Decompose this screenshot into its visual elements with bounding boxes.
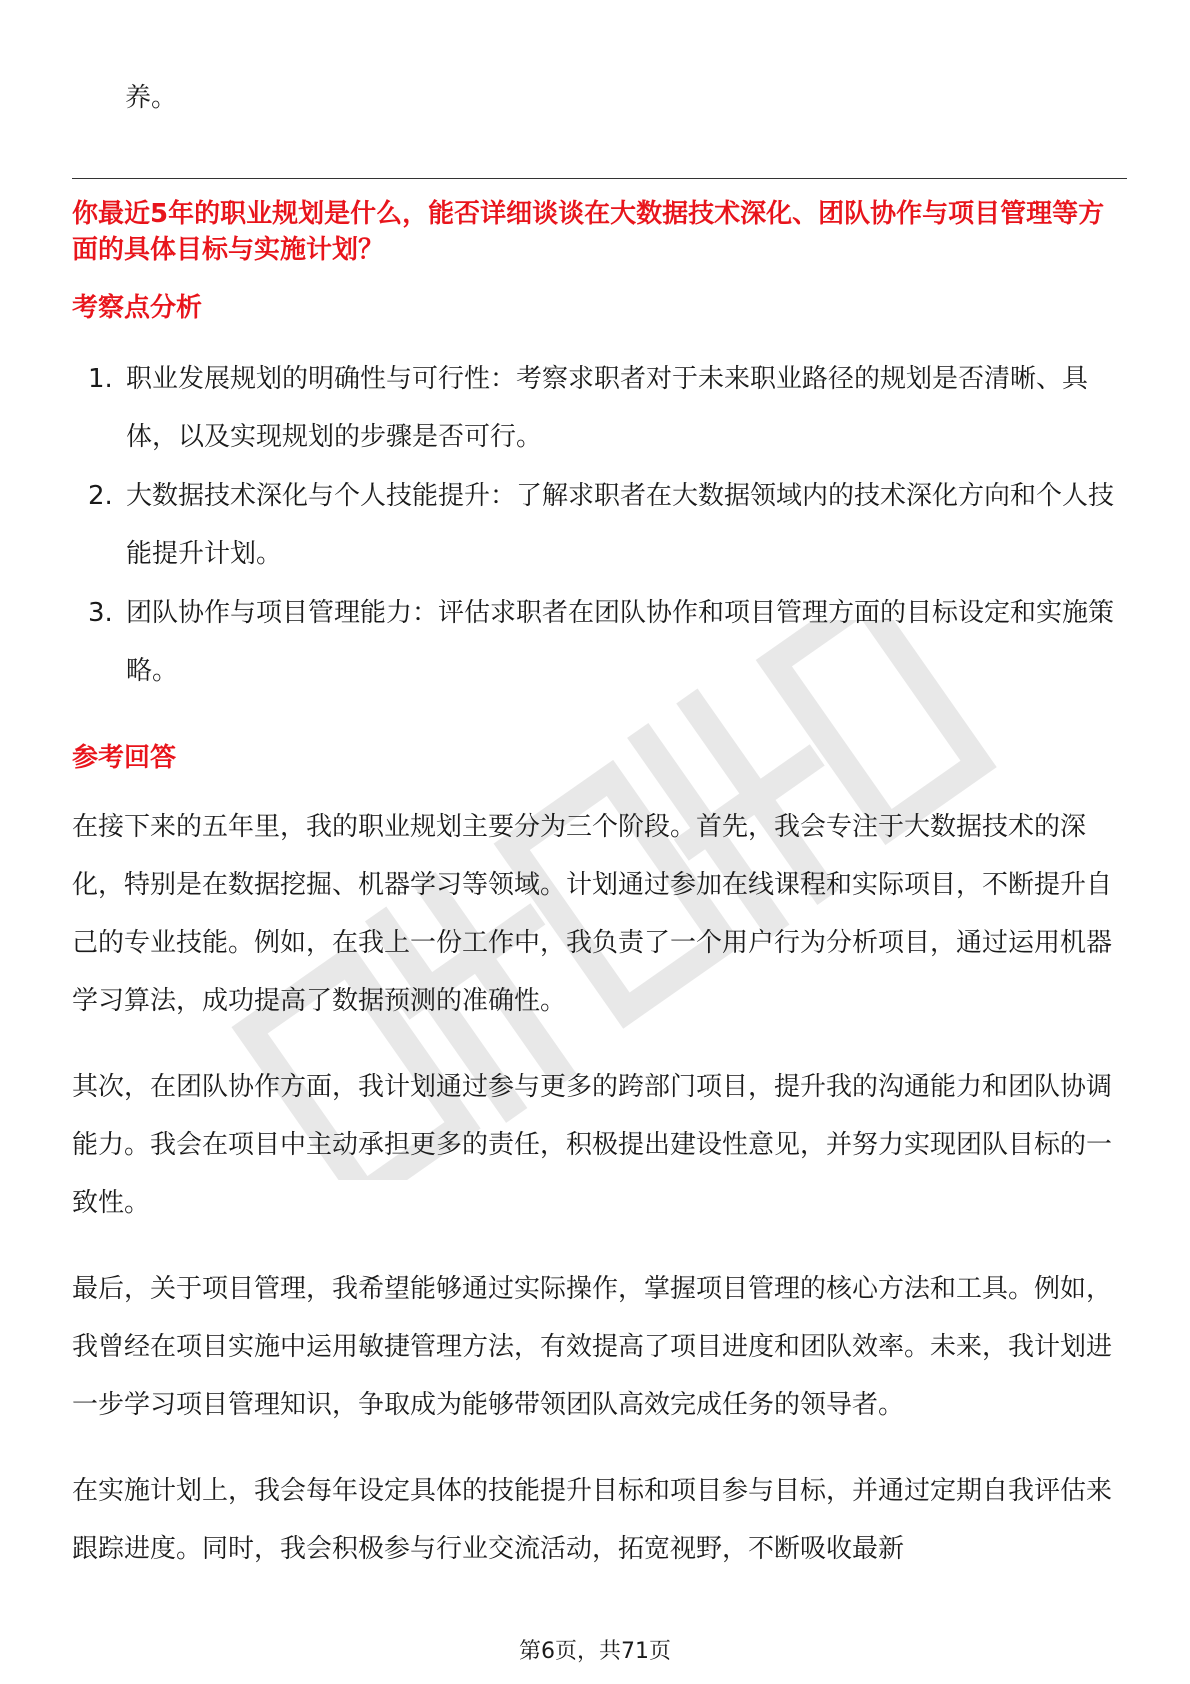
analysis-point-2 [72, 467, 1128, 583]
section-divider [72, 178, 1127, 179]
analysis-point-3 [72, 584, 1128, 700]
analysis-point-1-text: 职业发展规划的明确性与可行性：考察求职者对于未来职业路径的规划是否清晰、具体，以及实现规划的步骤是否可行。 [126, 364, 1089, 452]
analysis-point-3-text: 团队协作与项目管理能力：评估求职者在团队协作和项目管理方面的目标设定和实施策略。 [126, 598, 1115, 686]
page-number-footer: 第6页，共71页 [519, 1639, 671, 1664]
analysis-point-3-number: 3. [88, 598, 113, 628]
analysis-point-1-number: 1. [88, 364, 113, 394]
answer-paragraph-3: 最后，关于项目管理，我希望能够通过实际操作，掌握项目管理的核心方法和工具。例如，我曾经在项目实施中运用敏捷管理方法，有效提高了项目进度和团队效率。未来，我计划进一步学习项目管理知识，争取成为能够带领团队高效完成任务的领导者。 [72, 1274, 1113, 1420]
answer-paragraph-1: 在接下来的五年里，我的职业规划主要分为三个阶段。首先，我会专注于大数据技术的深化，特别是在数据挖掘、机器学习等领域。计划通过参加在线课程和实际项目，不断提升自己的专业技能。例如，在我上一份工作中，我负责了一个用户行为分析项目，通过运用机器学习算法，成功提高了数据预测的准确性。 [72, 812, 1113, 1016]
answer-paragraph-2: 其次，在团队协作方面，我计划通过参与更多的跨部门项目，提升我的沟通能力和团队协调能力。我会在项目中主动承担更多的责任，积极提出建设性意见，并努力实现团队目标的一致性。 [72, 1072, 1113, 1218]
analysis-heading: 考察点分析 [72, 293, 203, 323]
carry-over-text: 养。 [125, 83, 178, 113]
content-area [72, 196, 1128, 1578]
analysis-point-2-text: 大数据技术深化与个人技能提升：了解求职者在大数据领域内的技术深化方向和个人技能提升计划。 [126, 481, 1115, 569]
answer-heading: 参考回答 [72, 743, 177, 773]
analysis-point-2-number: 2. [88, 481, 113, 511]
analysis-points-list [72, 350, 1128, 700]
answer-body [72, 798, 1128, 1578]
analysis-point-1 [72, 350, 1128, 466]
answer-paragraph-4: 在实施计划上，我会每年设定具体的技能提升目标和项目参与目标，并通过定期自我评估来跟踪进度。同时，我会积极参与行业交流活动，拓宽视野，不断吸收最新 [72, 1476, 1113, 1564]
question-heading: 你最近5年的职业规划是什么，能否详细谈谈在大数据技术深化、团队协作与项目管理等方面的具体目标与实施计划？ [72, 199, 1105, 265]
